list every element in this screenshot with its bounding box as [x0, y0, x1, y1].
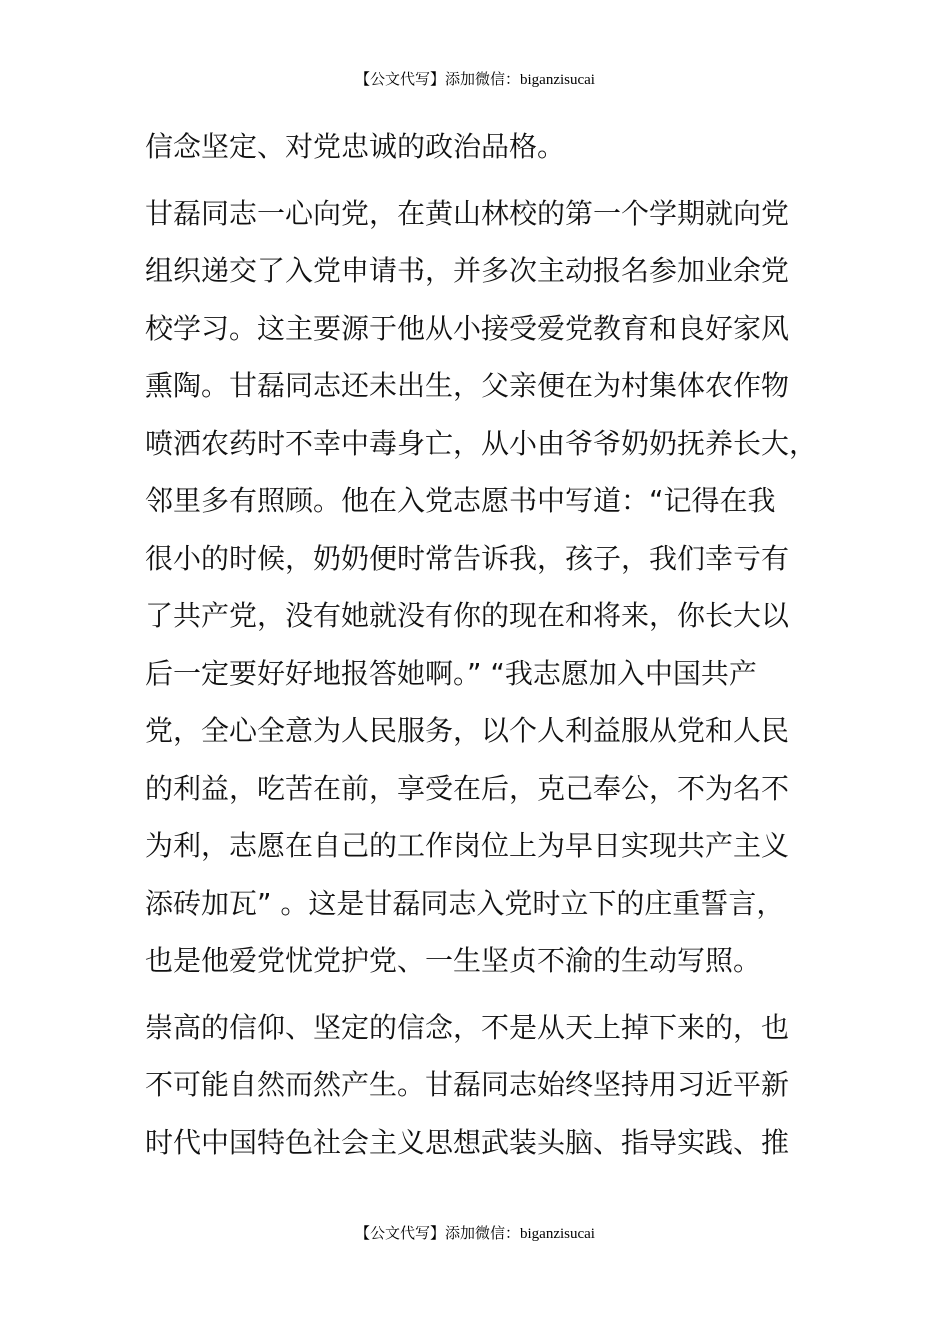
text-line: 甘磊同志一心向党，在黄山林校的第一个学期就向党	[145, 196, 790, 230]
text-line: 邻里多有照顾。他在入党志愿书中写道：“记得在我	[145, 484, 776, 517]
document-body	[145, 118, 835, 1180]
paragraph-2	[145, 185, 835, 990]
text-line: 不可能自然而然产生。甘磊同志始终坚持用习近平新	[145, 1068, 790, 1101]
text-line: 很小的时候，奶奶便时常告诉我，孩子，我们幸亏有	[145, 541, 790, 575]
text-line: 信念坚定、对党忠诚的政治品格。	[145, 130, 566, 163]
paragraph-1	[145, 118, 835, 176]
text-line: 的利益，吃苦在前，享受在后，克己奉公，不为名不	[145, 771, 790, 805]
text-line: 校学习。这主要源于他从小接受爱党教育和良好家风	[145, 311, 790, 345]
paragraph-3	[145, 999, 835, 1172]
text-line: 也是他爱党忧党护党、一生坚贞不渝的生动写照。	[145, 944, 762, 977]
text-line: 喷洒农药时不幸中毒身亡，从小由爷爷奶奶抚养长大，	[145, 426, 818, 460]
page-header: 【公文代写】添加微信：biganzisucai	[355, 72, 595, 88]
text-line: 后一定要好好地报答她啊。” “我志愿加入中国共产	[145, 656, 757, 690]
page-footer: 【公文代写】添加微信：biganzisucai	[355, 1226, 595, 1242]
text-line: 时代中国特色社会主义思想武装头脑、指导实践、推	[145, 1125, 790, 1159]
text-line: 组织递交了入党申请书，并多次主动报名参加业余党	[145, 254, 790, 287]
text-line: 崇高的信仰、坚定的信念，不是从天上掉下来的，也	[145, 1010, 790, 1044]
text-line: 添砖加瓦” 。这是甘磊同志入党时立下的庄重誓言，	[145, 886, 785, 920]
text-line: 熏陶。甘磊同志还未出生，父亲便在为村集体农作物	[145, 369, 790, 402]
text-line: 了共产党，没有她就没有你的现在和将来，你长大以	[145, 599, 790, 632]
text-line: 为利，志愿在自己的工作岗位上为早日实现共产主义	[145, 829, 790, 862]
text-line: 党，全心全意为人民服务，以个人利益服从党和人民	[145, 714, 790, 747]
